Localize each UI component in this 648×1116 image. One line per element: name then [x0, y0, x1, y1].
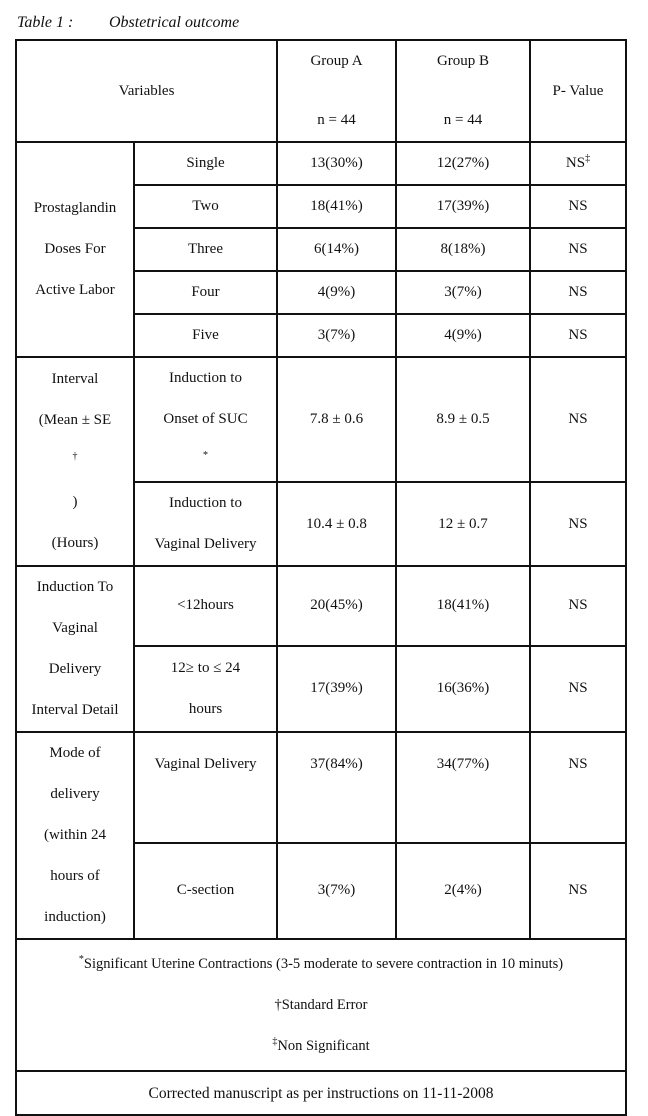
table-row — [16, 142, 626, 185]
induction-to-onset — [134, 357, 277, 482]
group-a-value: 7.8 ± 0.6 — [277, 357, 396, 482]
group-a-value: 18(41%) — [277, 185, 396, 228]
p-value: NS — [530, 843, 626, 939]
group-b-value: 34(77%) — [396, 732, 530, 843]
footnote-mark: ‡ — [272, 1035, 278, 1047]
group-a-value: 3(7%) — [277, 843, 396, 939]
p-value — [530, 142, 626, 185]
group-a-value: 6(14%) — [277, 228, 396, 271]
dose-two: Two — [134, 185, 277, 228]
p-value: NS — [530, 566, 626, 646]
dose-single: Single — [134, 142, 277, 185]
p-value: NS — [530, 228, 626, 271]
label-line: Doses For — [44, 241, 106, 257]
group-b-value: 4(9%) — [396, 314, 530, 357]
induction-to-delivery — [134, 482, 277, 566]
table-row — [16, 732, 626, 843]
header-group-b — [396, 40, 530, 142]
label-line: (within 24 — [43, 827, 107, 843]
correction-note: Corrected manuscript as per instructions on 11-11-2008 — [16, 1071, 626, 1115]
group-b-value: 18(41%) — [396, 566, 530, 646]
footnote-3 — [17, 1026, 625, 1067]
label-line: hours of — [50, 868, 100, 884]
footnote-mark: ‡ — [585, 153, 591, 164]
group-a-value: 4(9%) — [277, 271, 396, 314]
group-b-value: 12 ± 0.7 — [396, 482, 530, 566]
p-value: NS — [530, 646, 626, 732]
header-group-a — [277, 40, 396, 142]
group-b-n: n = 44 — [443, 112, 483, 128]
footnote-text: Standard Error — [281, 996, 368, 1013]
label-line: induction) — [44, 909, 106, 925]
label-text: (Mean ± SE — [38, 412, 112, 428]
label-line: Interval — [51, 371, 99, 387]
footnote-1 — [17, 944, 625, 985]
dose-five: Five — [134, 314, 277, 357]
group-b-value: 2(4%) — [396, 843, 530, 939]
table-row — [16, 566, 626, 646]
p-value: NS — [530, 732, 626, 843]
header-p-value: P- Value — [530, 40, 626, 142]
p-value: NS — [530, 185, 626, 228]
table-caption — [17, 14, 239, 32]
group-a-value: 17(39%) — [277, 646, 396, 732]
label-line: delivery — [50, 786, 100, 802]
table-row — [16, 357, 626, 482]
footnote-text: Significant Uterine Contractions (3-5 moderate to severe contraction in 10 minuts) — [83, 955, 564, 972]
label-line: Vaginal Delivery — [154, 536, 257, 552]
group-a-label: Group A — [310, 53, 363, 69]
table-number: Table 1 : — [17, 14, 74, 31]
label-line: Prostaglandin — [33, 200, 117, 216]
label-line: Vaginal — [52, 620, 98, 636]
label-line: Interval Detail — [31, 702, 119, 718]
prostaglandin-label — [16, 142, 134, 357]
table-title: Obstetrical outcome — [109, 14, 240, 31]
footnote-text: Non Significant — [277, 1037, 370, 1054]
group-a-value: 13(30%) — [277, 142, 396, 185]
label-line: Mode of — [49, 745, 101, 761]
footnotes-row — [16, 939, 626, 1071]
p-value: NS — [530, 357, 626, 482]
group-a-value: 20(45%) — [277, 566, 396, 646]
group-b-label: Group B — [436, 53, 490, 69]
dose-four: Four — [134, 271, 277, 314]
label-text: ) — [72, 494, 78, 510]
group-a-n: n = 44 — [317, 112, 356, 128]
note-row — [16, 1071, 626, 1115]
label-line: Active Labor — [35, 282, 115, 298]
label-line: Induction to — [169, 495, 242, 511]
obstetrical-outcome-table — [15, 39, 627, 1116]
group-b-value: 12(27%) — [396, 142, 530, 185]
p-value: NS — [530, 271, 626, 314]
label-line: Delivery — [48, 661, 102, 677]
label-line: Induction to — [169, 370, 242, 386]
interval-label — [16, 357, 134, 566]
c-section: C-section — [134, 843, 277, 939]
mode-of-delivery-label — [16, 732, 134, 939]
footnote-mark: † — [274, 996, 282, 1013]
label-line: hours — [188, 700, 223, 717]
p-text: NS — [565, 155, 586, 171]
label-line: 12≥ to ≤ 24 — [170, 659, 241, 676]
group-b-value: 3(7%) — [396, 271, 530, 314]
group-b-value: 8(18%) — [396, 228, 530, 271]
footnote-2 — [17, 985, 625, 1026]
group-b-value: 17(39%) — [396, 185, 530, 228]
p-value: NS — [530, 314, 626, 357]
footnotes — [16, 939, 626, 1071]
label-line — [135, 399, 276, 481]
label-text: Onset of SUC — [163, 411, 248, 427]
header-row — [16, 40, 626, 142]
group-b-value: 8.9 ± 0.5 — [396, 357, 530, 482]
label-line — [17, 400, 133, 523]
group-a-value: 3(7%) — [277, 314, 396, 357]
induction-detail-label — [16, 566, 134, 732]
label-line: (Hours) — [51, 535, 99, 551]
group-b-value: 16(36%) — [396, 646, 530, 732]
p-value: NS — [530, 482, 626, 566]
dose-three: Three — [134, 228, 277, 271]
footnote-mark: † — [72, 451, 78, 462]
12-to-24-hours — [134, 646, 277, 732]
footnote-mark: * — [78, 953, 84, 965]
vaginal-delivery: Vaginal Delivery — [134, 732, 277, 843]
group-a-value: 37(84%) — [277, 732, 396, 843]
label-line: Induction To — [36, 579, 114, 595]
header-variables: Variables — [16, 40, 277, 142]
under-12-hours: <12hours — [134, 566, 277, 646]
footnote-mark: * — [203, 450, 208, 461]
group-a-value: 10.4 ± 0.8 — [277, 482, 396, 566]
